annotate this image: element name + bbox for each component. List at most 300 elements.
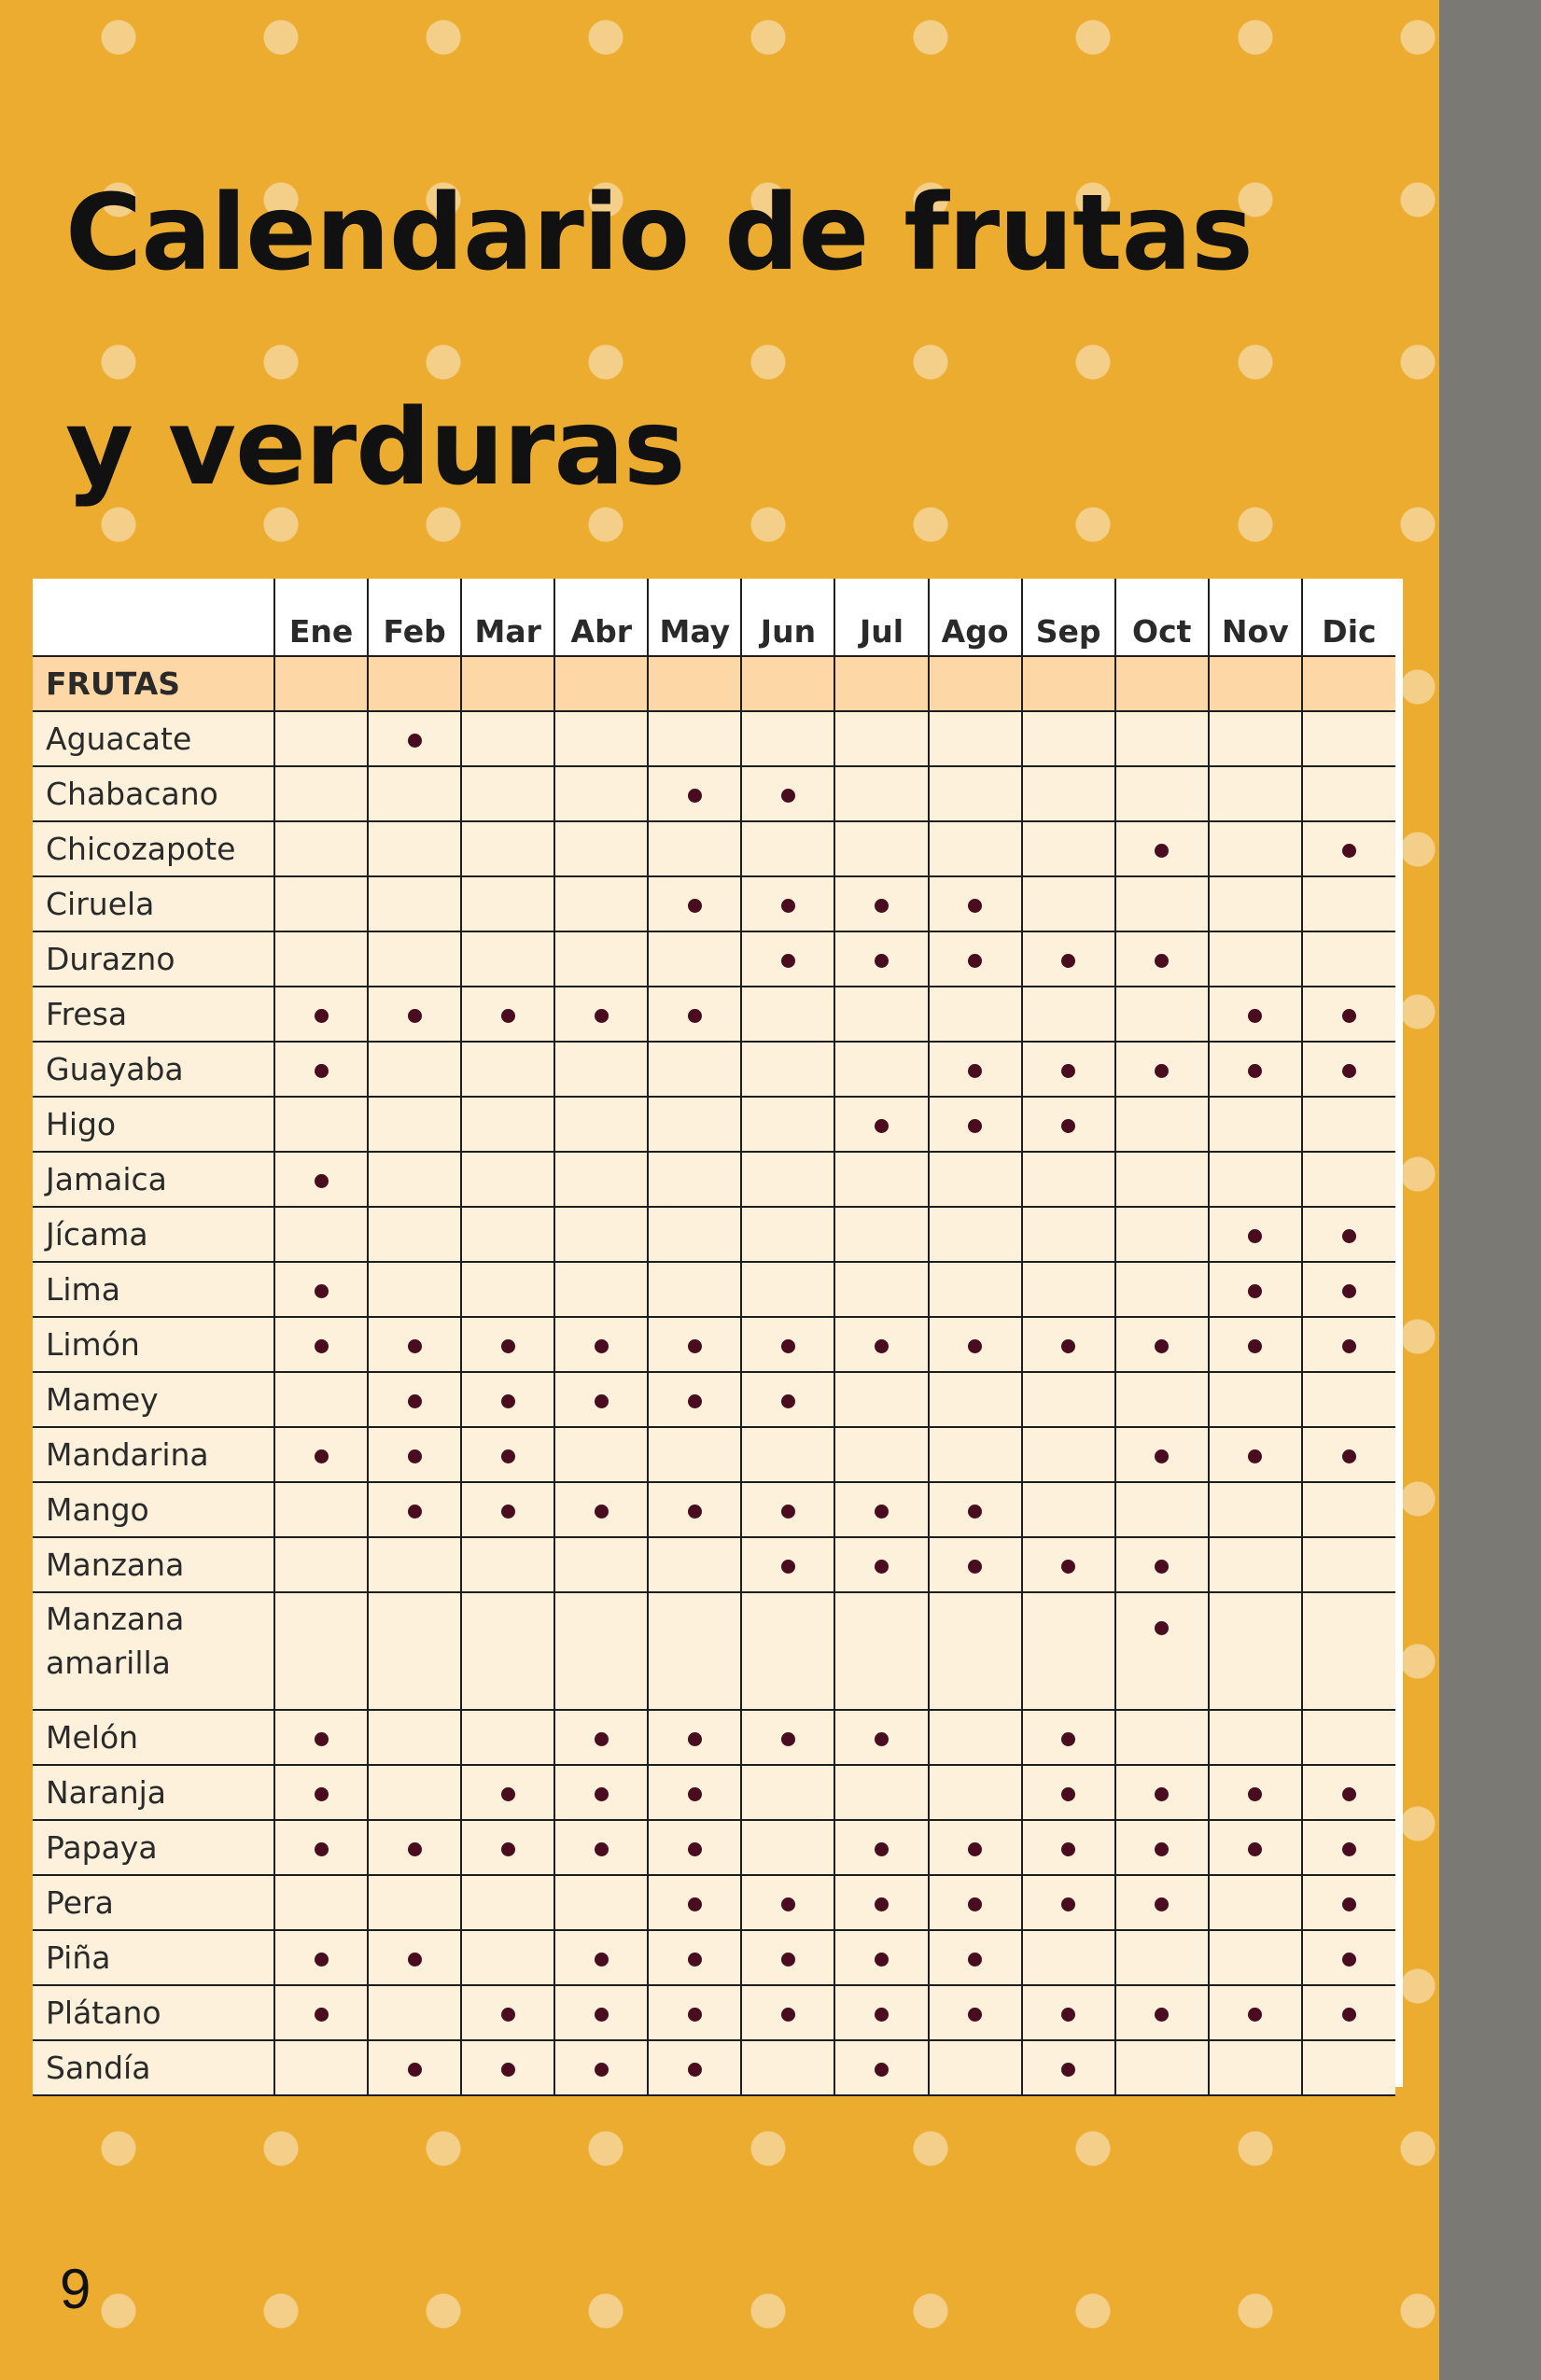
month-cell-nov xyxy=(1209,1765,1302,1820)
month-cell-ago xyxy=(929,876,1022,931)
month-cell-nov xyxy=(1209,766,1302,821)
month-cell-nov xyxy=(1209,711,1302,766)
month-cell-dic xyxy=(1302,1537,1395,1592)
month-cell-dic xyxy=(1302,1820,1395,1875)
month-cell-feb xyxy=(368,1262,461,1317)
month-cell-abr xyxy=(554,1710,648,1765)
dot-icon xyxy=(315,2008,329,2022)
month-cell-mar xyxy=(461,1820,554,1875)
month-cell-abr xyxy=(554,1372,648,1427)
dot-icon xyxy=(688,1787,702,1801)
dot-icon xyxy=(1061,1787,1075,1801)
month-cell-oct xyxy=(1115,711,1209,766)
fruit-name: Piña xyxy=(33,1930,274,1985)
dot-icon xyxy=(688,789,702,803)
fruit-name: Durazno xyxy=(33,931,274,987)
dot-icon xyxy=(595,1339,609,1353)
month-cell-sep xyxy=(1022,931,1115,987)
month-cell-oct xyxy=(1115,1317,1209,1372)
month-cell-nov xyxy=(1209,931,1302,987)
month-cell-nov xyxy=(1209,987,1302,1042)
dot-icon xyxy=(595,2063,609,2077)
dot-icon xyxy=(1248,1009,1262,1023)
month-cell-may xyxy=(648,931,741,987)
month-cell-mar xyxy=(461,1097,554,1152)
dot-icon xyxy=(315,1732,329,1746)
month-cell-jul xyxy=(834,1820,928,1875)
fruit-name: Manzana amarilla xyxy=(33,1592,274,1710)
month-cell-ene xyxy=(274,766,368,821)
month-cell-ene xyxy=(274,1207,368,1262)
fruit-name: Naranja xyxy=(33,1765,274,1820)
month-cell-jun xyxy=(741,1207,834,1262)
fruit-name: Pera xyxy=(33,1875,274,1930)
month-cell-jul xyxy=(834,711,928,766)
month-cell-mar xyxy=(461,876,554,931)
dot-icon xyxy=(1061,1732,1075,1746)
month-cell-ene xyxy=(274,821,368,876)
dot-icon xyxy=(688,2063,702,2077)
table-row xyxy=(33,1930,1395,1985)
month-cell-abr xyxy=(554,1537,648,1592)
dot-icon xyxy=(1342,1897,1356,1911)
dot-icon xyxy=(1061,1119,1075,1133)
table-row xyxy=(33,1372,1395,1427)
month-cell-ago xyxy=(929,1985,1022,2040)
month-cell-sep xyxy=(1022,2040,1115,2095)
month-cell-oct xyxy=(1115,1710,1209,1765)
month-header-abr: Abr xyxy=(554,579,648,656)
dot-icon xyxy=(968,1339,982,1353)
dot-icon xyxy=(408,1842,422,1856)
month-cell-ago xyxy=(929,2040,1022,2095)
month-cell-jun xyxy=(741,1592,834,1710)
dot-icon xyxy=(1155,1842,1169,1856)
month-cell-ene xyxy=(274,1930,368,1985)
month-cell-abr xyxy=(554,1592,648,1710)
month-cell-oct xyxy=(1115,876,1209,931)
month-cell-feb xyxy=(368,711,461,766)
dot-icon xyxy=(968,1505,982,1519)
month-cell-jun xyxy=(741,987,834,1042)
month-cell-oct xyxy=(1115,1592,1209,1710)
table-row xyxy=(33,1427,1395,1482)
month-header-nov: Nov xyxy=(1209,579,1302,656)
dot-icon xyxy=(315,1339,329,1353)
month-cell-jul xyxy=(834,1930,928,1985)
month-cell-feb xyxy=(368,1152,461,1207)
month-cell-abr xyxy=(554,1482,648,1537)
dot-icon xyxy=(408,1505,422,1519)
month-cell-mar xyxy=(461,1207,554,1262)
month-cell-sep xyxy=(1022,1765,1115,1820)
dot-icon xyxy=(781,1953,795,1967)
month-cell-jun xyxy=(741,1930,834,1985)
month-cell-dic xyxy=(1302,1710,1395,1765)
section-label: FRUTAS xyxy=(33,656,274,711)
month-cell-feb xyxy=(368,1875,461,1930)
month-cell-sep xyxy=(1022,1875,1115,1930)
dot-icon xyxy=(688,2008,702,2022)
section-cell xyxy=(1115,656,1209,711)
fruit-name: Ciruela xyxy=(33,876,274,931)
month-cell-ago xyxy=(929,1262,1022,1317)
table-row xyxy=(33,1820,1395,1875)
dot-icon xyxy=(1342,2008,1356,2022)
dot-icon xyxy=(1342,1064,1356,1078)
section-cell xyxy=(741,656,834,711)
dot-icon xyxy=(501,1009,515,1023)
month-cell-jul xyxy=(834,1592,928,1710)
dot-icon xyxy=(1248,2008,1262,2022)
month-cell-feb xyxy=(368,1710,461,1765)
month-cell-may xyxy=(648,1765,741,1820)
month-cell-nov xyxy=(1209,1875,1302,1930)
month-cell-may xyxy=(648,766,741,821)
dot-icon xyxy=(1155,1787,1169,1801)
table-row xyxy=(33,1317,1395,1372)
month-cell-dic xyxy=(1302,1482,1395,1537)
month-cell-jun xyxy=(741,1710,834,1765)
dot-icon xyxy=(1155,844,1169,858)
month-cell-dic xyxy=(1302,1372,1395,1427)
month-cell-nov xyxy=(1209,1042,1302,1097)
fruit-name: Melón xyxy=(33,1710,274,1765)
month-cell-abr xyxy=(554,1262,648,1317)
month-cell-feb xyxy=(368,987,461,1042)
dot-icon xyxy=(1248,1064,1262,1078)
month-cell-feb xyxy=(368,766,461,821)
fruit-name: Aguacate xyxy=(33,711,274,766)
month-cell-ago xyxy=(929,987,1022,1042)
month-cell-dic xyxy=(1302,2040,1395,2095)
month-cell-feb xyxy=(368,1985,461,2040)
table-row xyxy=(33,1152,1395,1207)
month-cell-oct xyxy=(1115,821,1209,876)
month-cell-sep xyxy=(1022,1207,1115,1262)
month-cell-jun xyxy=(741,766,834,821)
month-cell-mar xyxy=(461,987,554,1042)
month-cell-jul xyxy=(834,821,928,876)
dot-icon xyxy=(501,1339,515,1353)
month-cell-jun xyxy=(741,876,834,931)
month-cell-feb xyxy=(368,1482,461,1537)
table-row xyxy=(33,1985,1395,2040)
month-cell-abr xyxy=(554,1985,648,2040)
dot-icon xyxy=(315,1009,329,1023)
month-cell-abr xyxy=(554,987,648,1042)
month-cell-jun xyxy=(741,1152,834,1207)
month-cell-jul xyxy=(834,876,928,931)
dot-icon xyxy=(1248,1229,1262,1243)
month-cell-dic xyxy=(1302,1985,1395,2040)
month-cell-ene xyxy=(274,1097,368,1152)
dot-icon xyxy=(501,1505,515,1519)
dot-icon xyxy=(688,1732,702,1746)
month-cell-ene xyxy=(274,987,368,1042)
table-row xyxy=(33,1537,1395,1592)
month-cell-sep xyxy=(1022,1427,1115,1482)
dot-icon xyxy=(875,1339,889,1353)
month-cell-sep xyxy=(1022,1097,1115,1152)
dot-icon xyxy=(1248,1449,1262,1463)
month-cell-ago xyxy=(929,1710,1022,1765)
month-cell-mar xyxy=(461,1537,554,1592)
dot-icon xyxy=(781,1732,795,1746)
month-cell-feb xyxy=(368,876,461,931)
dot-icon xyxy=(688,1339,702,1353)
dot-icon xyxy=(501,1394,515,1408)
dot-icon xyxy=(1342,1953,1356,1967)
month-cell-jul xyxy=(834,1262,928,1317)
month-cell-feb xyxy=(368,1042,461,1097)
table-row xyxy=(33,1097,1395,1152)
dot-icon xyxy=(968,899,982,913)
dot-icon xyxy=(1342,1842,1356,1856)
dot-icon xyxy=(875,1505,889,1519)
month-cell-feb xyxy=(368,1317,461,1372)
month-cell-jun xyxy=(741,1820,834,1875)
table-row xyxy=(33,2040,1395,2095)
dot-icon xyxy=(688,1842,702,1856)
month-cell-mar xyxy=(461,1985,554,2040)
dot-icon xyxy=(501,1842,515,1856)
fruit-name: Papaya xyxy=(33,1820,274,1875)
month-cell-ene xyxy=(274,1592,368,1710)
month-cell-abr xyxy=(554,711,648,766)
table-row xyxy=(33,1207,1395,1262)
month-cell-feb xyxy=(368,1427,461,1482)
table-row xyxy=(33,1592,1395,1710)
month-cell-ene xyxy=(274,1765,368,1820)
month-cell-sep xyxy=(1022,1042,1115,1097)
fruit-name: Lima xyxy=(33,1262,274,1317)
dot-icon xyxy=(501,2063,515,2077)
dot-icon xyxy=(968,1119,982,1133)
dot-icon xyxy=(1061,1560,1075,1574)
month-cell-abr xyxy=(554,1317,648,1372)
section-cell xyxy=(368,656,461,711)
month-cell-ene xyxy=(274,931,368,987)
dot-icon xyxy=(781,1505,795,1519)
month-header-ene: Ene xyxy=(274,579,368,656)
dot-icon xyxy=(781,789,795,803)
month-cell-dic xyxy=(1302,1097,1395,1152)
month-cell-oct xyxy=(1115,1930,1209,1985)
dot-icon xyxy=(875,1560,889,1574)
month-cell-oct xyxy=(1115,1207,1209,1262)
dot-icon xyxy=(595,2008,609,2022)
month-cell-jun xyxy=(741,1317,834,1372)
month-cell-jul xyxy=(834,2040,928,2095)
month-cell-abr xyxy=(554,1097,648,1152)
month-cell-mar xyxy=(461,1042,554,1097)
month-cell-jun xyxy=(741,1537,834,1592)
month-cell-ene xyxy=(274,876,368,931)
dot-icon xyxy=(408,1449,422,1463)
table-row xyxy=(33,876,1395,931)
month-cell-ene xyxy=(274,1372,368,1427)
month-cell-sep xyxy=(1022,1152,1115,1207)
month-cell-jun xyxy=(741,1427,834,1482)
month-cell-jun xyxy=(741,1042,834,1097)
month-cell-sep xyxy=(1022,821,1115,876)
dot-icon xyxy=(408,1953,422,1967)
month-cell-jul xyxy=(834,1042,928,1097)
month-cell-jul xyxy=(834,1537,928,1592)
dot-icon xyxy=(1248,1787,1262,1801)
month-cell-jun xyxy=(741,2040,834,2095)
month-cell-ago xyxy=(929,1207,1022,1262)
month-cell-ene xyxy=(274,1985,368,2040)
month-cell-ene xyxy=(274,1427,368,1482)
section-row xyxy=(33,656,1395,711)
month-cell-abr xyxy=(554,1152,648,1207)
dot-icon xyxy=(315,1953,329,1967)
month-cell-mar xyxy=(461,1710,554,1765)
month-cell-sep xyxy=(1022,711,1115,766)
month-cell-dic xyxy=(1302,1042,1395,1097)
month-cell-abr xyxy=(554,1207,648,1262)
month-cell-nov xyxy=(1209,1207,1302,1262)
dot-icon xyxy=(1248,1284,1262,1298)
fruit-name: Chicozapote xyxy=(33,821,274,876)
month-cell-oct xyxy=(1115,1372,1209,1427)
section-cell xyxy=(554,656,648,711)
month-cell-jul xyxy=(834,1207,928,1262)
dot-icon xyxy=(1342,1229,1356,1243)
month-cell-jul xyxy=(834,1427,928,1482)
month-cell-oct xyxy=(1115,1427,1209,1482)
month-cell-ago xyxy=(929,1482,1022,1537)
dot-icon xyxy=(781,954,795,968)
dot-icon xyxy=(875,1897,889,1911)
section-cell xyxy=(1209,656,1302,711)
title-line-2: y verduras xyxy=(65,387,685,509)
section-cell xyxy=(274,656,368,711)
month-cell-jul xyxy=(834,1372,928,1427)
month-cell-abr xyxy=(554,931,648,987)
month-cell-mar xyxy=(461,1765,554,1820)
month-cell-jul xyxy=(834,1765,928,1820)
month-cell-ago xyxy=(929,766,1022,821)
table-row xyxy=(33,1262,1395,1317)
month-cell-jun xyxy=(741,931,834,987)
table-row xyxy=(33,1765,1395,1820)
month-cell-ene xyxy=(274,711,368,766)
table-row xyxy=(33,1710,1395,1765)
dot-icon xyxy=(781,2008,795,2022)
fruit-name: Plátano xyxy=(33,1985,274,2040)
dot-icon xyxy=(1061,954,1075,968)
seasonal-calendar-table xyxy=(33,579,1395,2096)
month-cell-mar xyxy=(461,766,554,821)
dot-icon xyxy=(1061,1064,1075,1078)
month-header-jul: Jul xyxy=(834,579,928,656)
dot-icon xyxy=(688,1505,702,1519)
month-cell-oct xyxy=(1115,987,1209,1042)
dot-icon xyxy=(968,1842,982,1856)
month-cell-ene xyxy=(274,1710,368,1765)
month-cell-may xyxy=(648,1592,741,1710)
month-cell-oct xyxy=(1115,766,1209,821)
month-cell-nov xyxy=(1209,1710,1302,1765)
dot-icon xyxy=(315,1842,329,1856)
month-cell-ago xyxy=(929,821,1022,876)
month-header-row xyxy=(33,579,1395,656)
month-cell-sep xyxy=(1022,1820,1115,1875)
dot-icon xyxy=(875,2008,889,2022)
dot-icon xyxy=(875,1953,889,1967)
month-cell-dic xyxy=(1302,1930,1395,1985)
month-cell-jul xyxy=(834,1097,928,1152)
dot-icon xyxy=(1342,844,1356,858)
calendar-table-container xyxy=(33,579,1403,2087)
section-cell xyxy=(834,656,928,711)
month-cell-may xyxy=(648,1710,741,1765)
month-cell-oct xyxy=(1115,1152,1209,1207)
dot-icon xyxy=(1342,1009,1356,1023)
table-body xyxy=(33,656,1395,2095)
month-cell-jun xyxy=(741,1985,834,2040)
month-header-sep: Sep xyxy=(1022,579,1115,656)
month-cell-dic xyxy=(1302,711,1395,766)
month-cell-may xyxy=(648,2040,741,2095)
dot-icon xyxy=(781,899,795,913)
dot-icon xyxy=(315,1174,329,1188)
month-cell-may xyxy=(648,821,741,876)
dot-icon xyxy=(781,1897,795,1911)
month-cell-ene xyxy=(274,1262,368,1317)
month-cell-nov xyxy=(1209,1317,1302,1372)
month-cell-nov xyxy=(1209,1537,1302,1592)
month-cell-ago xyxy=(929,1875,1022,1930)
month-cell-oct xyxy=(1115,1820,1209,1875)
table-row xyxy=(33,821,1395,876)
month-cell-oct xyxy=(1115,1482,1209,1537)
dot-icon xyxy=(1155,1064,1169,1078)
month-cell-ago xyxy=(929,1317,1022,1372)
month-header-ago: Ago xyxy=(929,579,1022,656)
month-cell-may xyxy=(648,1427,741,1482)
table-row xyxy=(33,1042,1395,1097)
month-cell-may xyxy=(648,1875,741,1930)
month-cell-abr xyxy=(554,1875,648,1930)
month-cell-sep xyxy=(1022,1317,1115,1372)
fruit-name: Sandía xyxy=(33,2040,274,2095)
section-cell xyxy=(929,656,1022,711)
month-cell-feb xyxy=(368,1820,461,1875)
month-cell-abr xyxy=(554,1765,648,1820)
month-cell-nov xyxy=(1209,876,1302,931)
month-cell-dic xyxy=(1302,766,1395,821)
month-cell-mar xyxy=(461,1875,554,1930)
month-cell-may xyxy=(648,1985,741,2040)
month-cell-jul xyxy=(834,1152,928,1207)
dot-icon xyxy=(875,2063,889,2077)
dot-icon xyxy=(595,1009,609,1023)
month-cell-sep xyxy=(1022,1930,1115,1985)
month-cell-abr xyxy=(554,876,648,931)
month-cell-dic xyxy=(1302,876,1395,931)
fruit-name: Chabacano xyxy=(33,766,274,821)
month-header-jun: Jun xyxy=(741,579,834,656)
month-cell-dic xyxy=(1302,1262,1395,1317)
month-cell-oct xyxy=(1115,1985,1209,2040)
month-cell-ene xyxy=(274,1042,368,1097)
month-cell-dic xyxy=(1302,1427,1395,1482)
month-cell-jun xyxy=(741,1097,834,1152)
